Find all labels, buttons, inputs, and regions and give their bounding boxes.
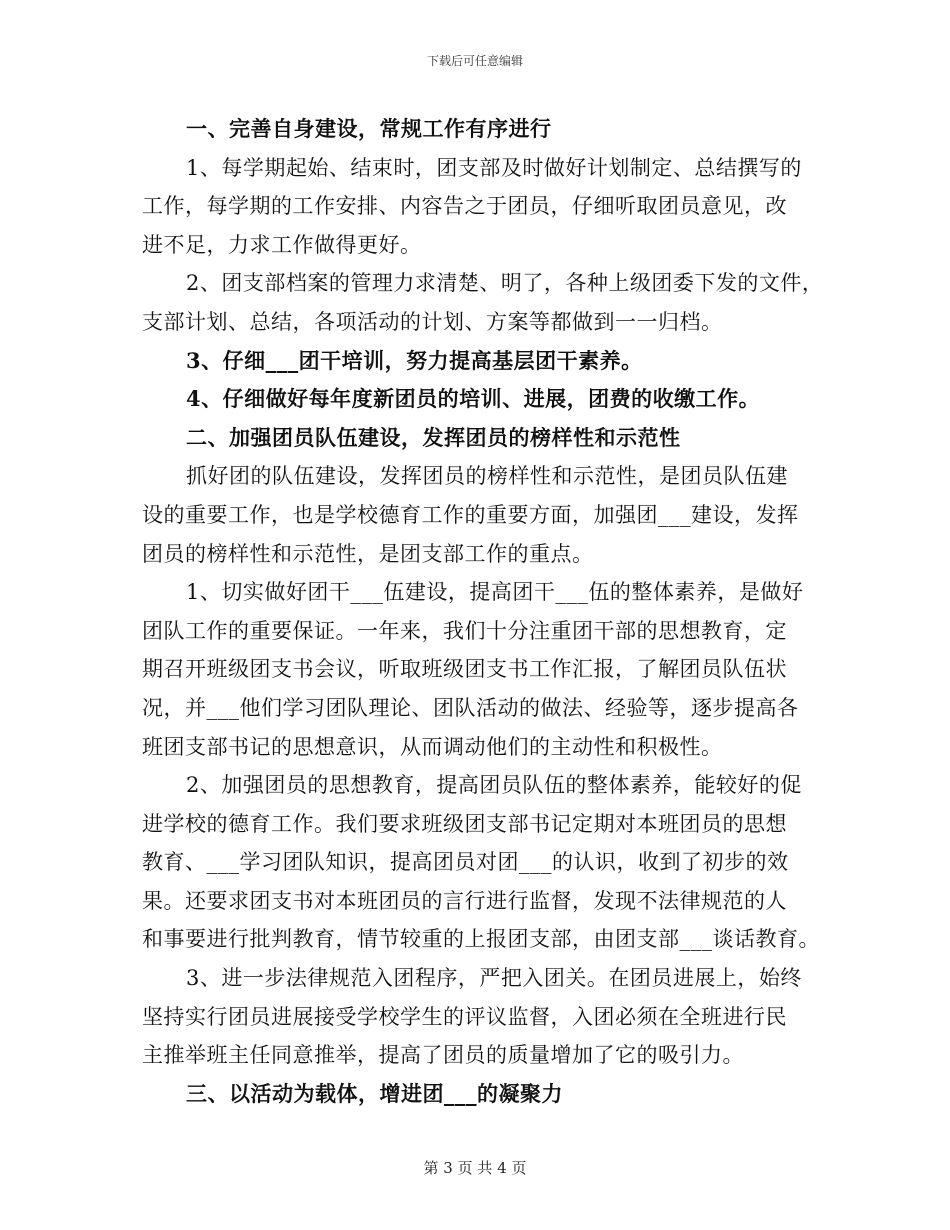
section-heading-line: 二、加强团员队伍建设，发挥团员的榜样性和示范性 bbox=[186, 424, 681, 450]
paragraph-line: 和事要进行批判教育，情节较重的上报团支部，由团支部___谈话教育。 bbox=[142, 927, 820, 952]
page-footer: 第 3 页 共 4 页 bbox=[423, 1159, 527, 1177]
paragraph-line: 2、加强团员的思想教育，提高团员队伍的整体素养，能较好的促 bbox=[186, 773, 802, 798]
paragraph-line: 抓好团的队伍建设，发挥团员的榜样性和示范性，是团员队伍建 bbox=[186, 464, 788, 489]
paragraph-line: 期召开班级团支书会议，听取班级团支书工作汇报，了解团员队伍状 bbox=[142, 657, 787, 682]
page-header: 下载后可任意编辑 bbox=[426, 54, 523, 68]
paragraph-line: 况，并___他们学习团队理论、团队活动的做法、经验等，逐步提高各 bbox=[142, 695, 799, 720]
paragraph-line: 主推举班主任同意推举，提高了团员的质量增加了它的吸引力。 bbox=[142, 1043, 744, 1068]
paragraph-line: 进学校的德育工作。我们要求班级团支部书记定期对本班团员的思想 bbox=[142, 811, 787, 836]
paragraph-line: 教育、___学习团队知识，提高团员对团___的认识，收到了初步的效 bbox=[142, 850, 789, 875]
section-heading-line: 三、以活动为载体，增进团___的凝聚力 bbox=[186, 1080, 563, 1106]
paragraph-line: 设的重要工作，也是学校德育工作的重要方面，加强团___建设，发挥 bbox=[142, 502, 799, 527]
paragraph-line: 1、切实做好团干___伍建设，提高团干___伍的整体素养，是做好 bbox=[186, 580, 804, 605]
paragraph-line: 团队工作的重要保证。一年来，我们十分注重团干部的思想教育，定 bbox=[142, 618, 787, 643]
paragraph-line: 支部计划、总结，各项活动的计划、方案等都做到一一归档。 bbox=[142, 309, 723, 334]
paragraph-line: 坚持实行团员进展接受学校学生的评议监督，入团必须在全班进行民 bbox=[142, 1004, 787, 1029]
paragraph-line: 3、进一步法律规范入团程序，严把入团关。在团员进展上，始终 bbox=[186, 966, 802, 991]
paragraph-line: 进不足，力求工作做得更好。 bbox=[142, 232, 422, 257]
paragraph-line: 团员的榜样性和示范性，是团支部工作的重点。 bbox=[142, 541, 594, 566]
paragraph-line: 果。还要求团支书对本班团员的言行进行监督，发现不法律规范的人 bbox=[142, 888, 787, 913]
section-heading-line: 4、仔细做好每年度新团员的培训、进展，团费的收缴工作。 bbox=[186, 386, 761, 412]
paragraph-line: 班团支部书记的思想意识，从而调动他们的主动性和积极性。 bbox=[142, 734, 723, 759]
section-heading-line: 3、仔细___团干培训，努力提高基层团干素养。 bbox=[186, 347, 643, 373]
paragraph-line: 1、每学期起始、结束时，团支部及时做好计划制定、总结撰写的 bbox=[186, 155, 802, 180]
paragraph-line: 工作，每学期的工作安排、内容告之于团员，仔细听取团员意见，改 bbox=[142, 194, 787, 219]
document-body bbox=[142, 110, 824, 1113]
paragraph-line: 2、团支部档案的管理力求清楚、明了，各种上级团委下发的文件， bbox=[186, 271, 824, 296]
section-heading-line: 一、完善自身建设，常规工作有序进行 bbox=[186, 116, 552, 141]
